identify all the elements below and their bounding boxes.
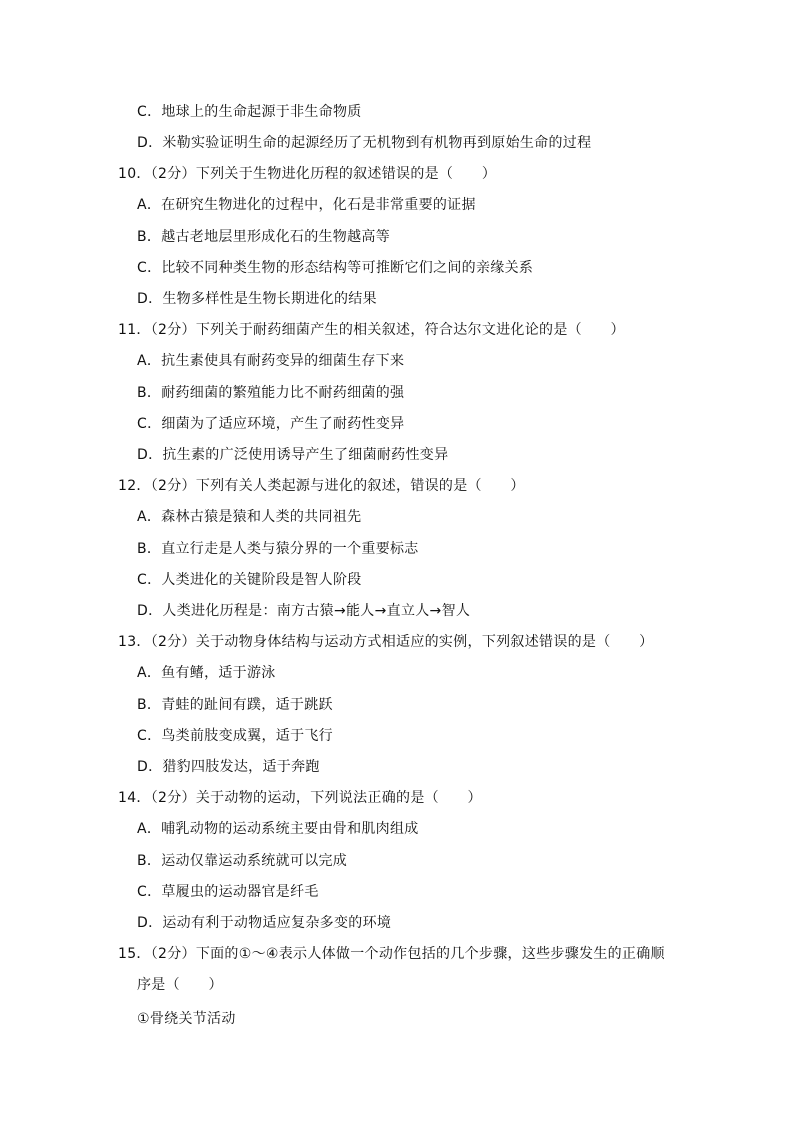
- question-15-cont: 序是（ ）: [137, 977, 223, 993]
- option-11c: C．细菌为了适应环境，产生了耐药性变异: [137, 416, 405, 432]
- option-12a: A．森林古猿是猿和人类的共同祖先: [137, 509, 362, 525]
- option-13d: D．猎豹四肢发达，适于奔跑: [137, 759, 320, 775]
- option-9c: C．地球上的生命起源于非生命物质: [137, 104, 362, 120]
- option-10c: C．比较不同种类生物的形态结构等可推断它们之间的亲缘关系: [137, 260, 534, 276]
- step-1: ①骨绕关节活动: [137, 1011, 236, 1027]
- option-12d: D．人类进化历程是：南方古猿→能人→直立人→智人: [137, 603, 471, 619]
- option-11a: A．抗生素使具有耐药变异的细菌生存下来: [137, 353, 405, 369]
- question-10: 10．（2分）下列关于生物进化历程的叙述错误的是（ ）: [118, 166, 497, 182]
- option-12b: B．直立行走是人类与猿分界的一个重要标志: [137, 541, 419, 557]
- option-11d: D．抗生素的广泛使用诱导产生了细菌耐药性变异: [137, 447, 449, 463]
- option-14c: C．草履虫的运动器官是纤毛: [137, 884, 319, 900]
- option-14a: A．哺乳动物的运动系统主要由骨和肌肉组成: [137, 821, 419, 837]
- option-14d: D．运动有利于动物适应复杂多变的环境: [137, 915, 392, 931]
- option-9d: D．米勒实验证明生命的起源经历了无机物到有机物再到原始生命的过程: [137, 135, 592, 151]
- question-11: 11．（2分）下列关于耐药细菌产生的相关叙述，符合达尔文进化论的是（ ）: [118, 322, 625, 338]
- option-10a: A．在研究生物进化的过程中，化石是非常重要的证据: [137, 197, 476, 213]
- option-12c: C．人类进化的关键阶段是智人阶段: [137, 572, 362, 588]
- question-12: 12．（2分）下列有关人类起源与进化的叙述，错误的是（ ）: [118, 478, 525, 494]
- question-14: 14．（2分）关于动物的运动，下列说法正确的是（ ）: [118, 790, 482, 806]
- option-13c: C．鸟类前肢变成翼，适于飞行: [137, 728, 333, 744]
- question-15: 15．（2分）下面的①～④表示人体做一个动作包括的几个步骤，这些步骤发生的正确顺: [118, 946, 665, 962]
- option-10b: B．越古老地层里形成化石的生物越高等: [137, 229, 391, 245]
- option-13a: A．鱼有鳍，适于游泳: [137, 665, 276, 681]
- question-13: 13．（2分）关于动物身体结构与运动方式相适应的实例，下列叙述错误的是（ ）: [118, 634, 654, 650]
- option-13b: B．青蛙的趾间有蹼，适于跳跃: [137, 697, 333, 713]
- option-10d: D．生物多样性是生物长期进化的结果: [137, 291, 377, 307]
- option-14b: B．运动仅靠运动系统就可以完成: [137, 853, 348, 869]
- option-11b: B．耐药细菌的繁殖能力比不耐药细菌的强: [137, 385, 405, 401]
